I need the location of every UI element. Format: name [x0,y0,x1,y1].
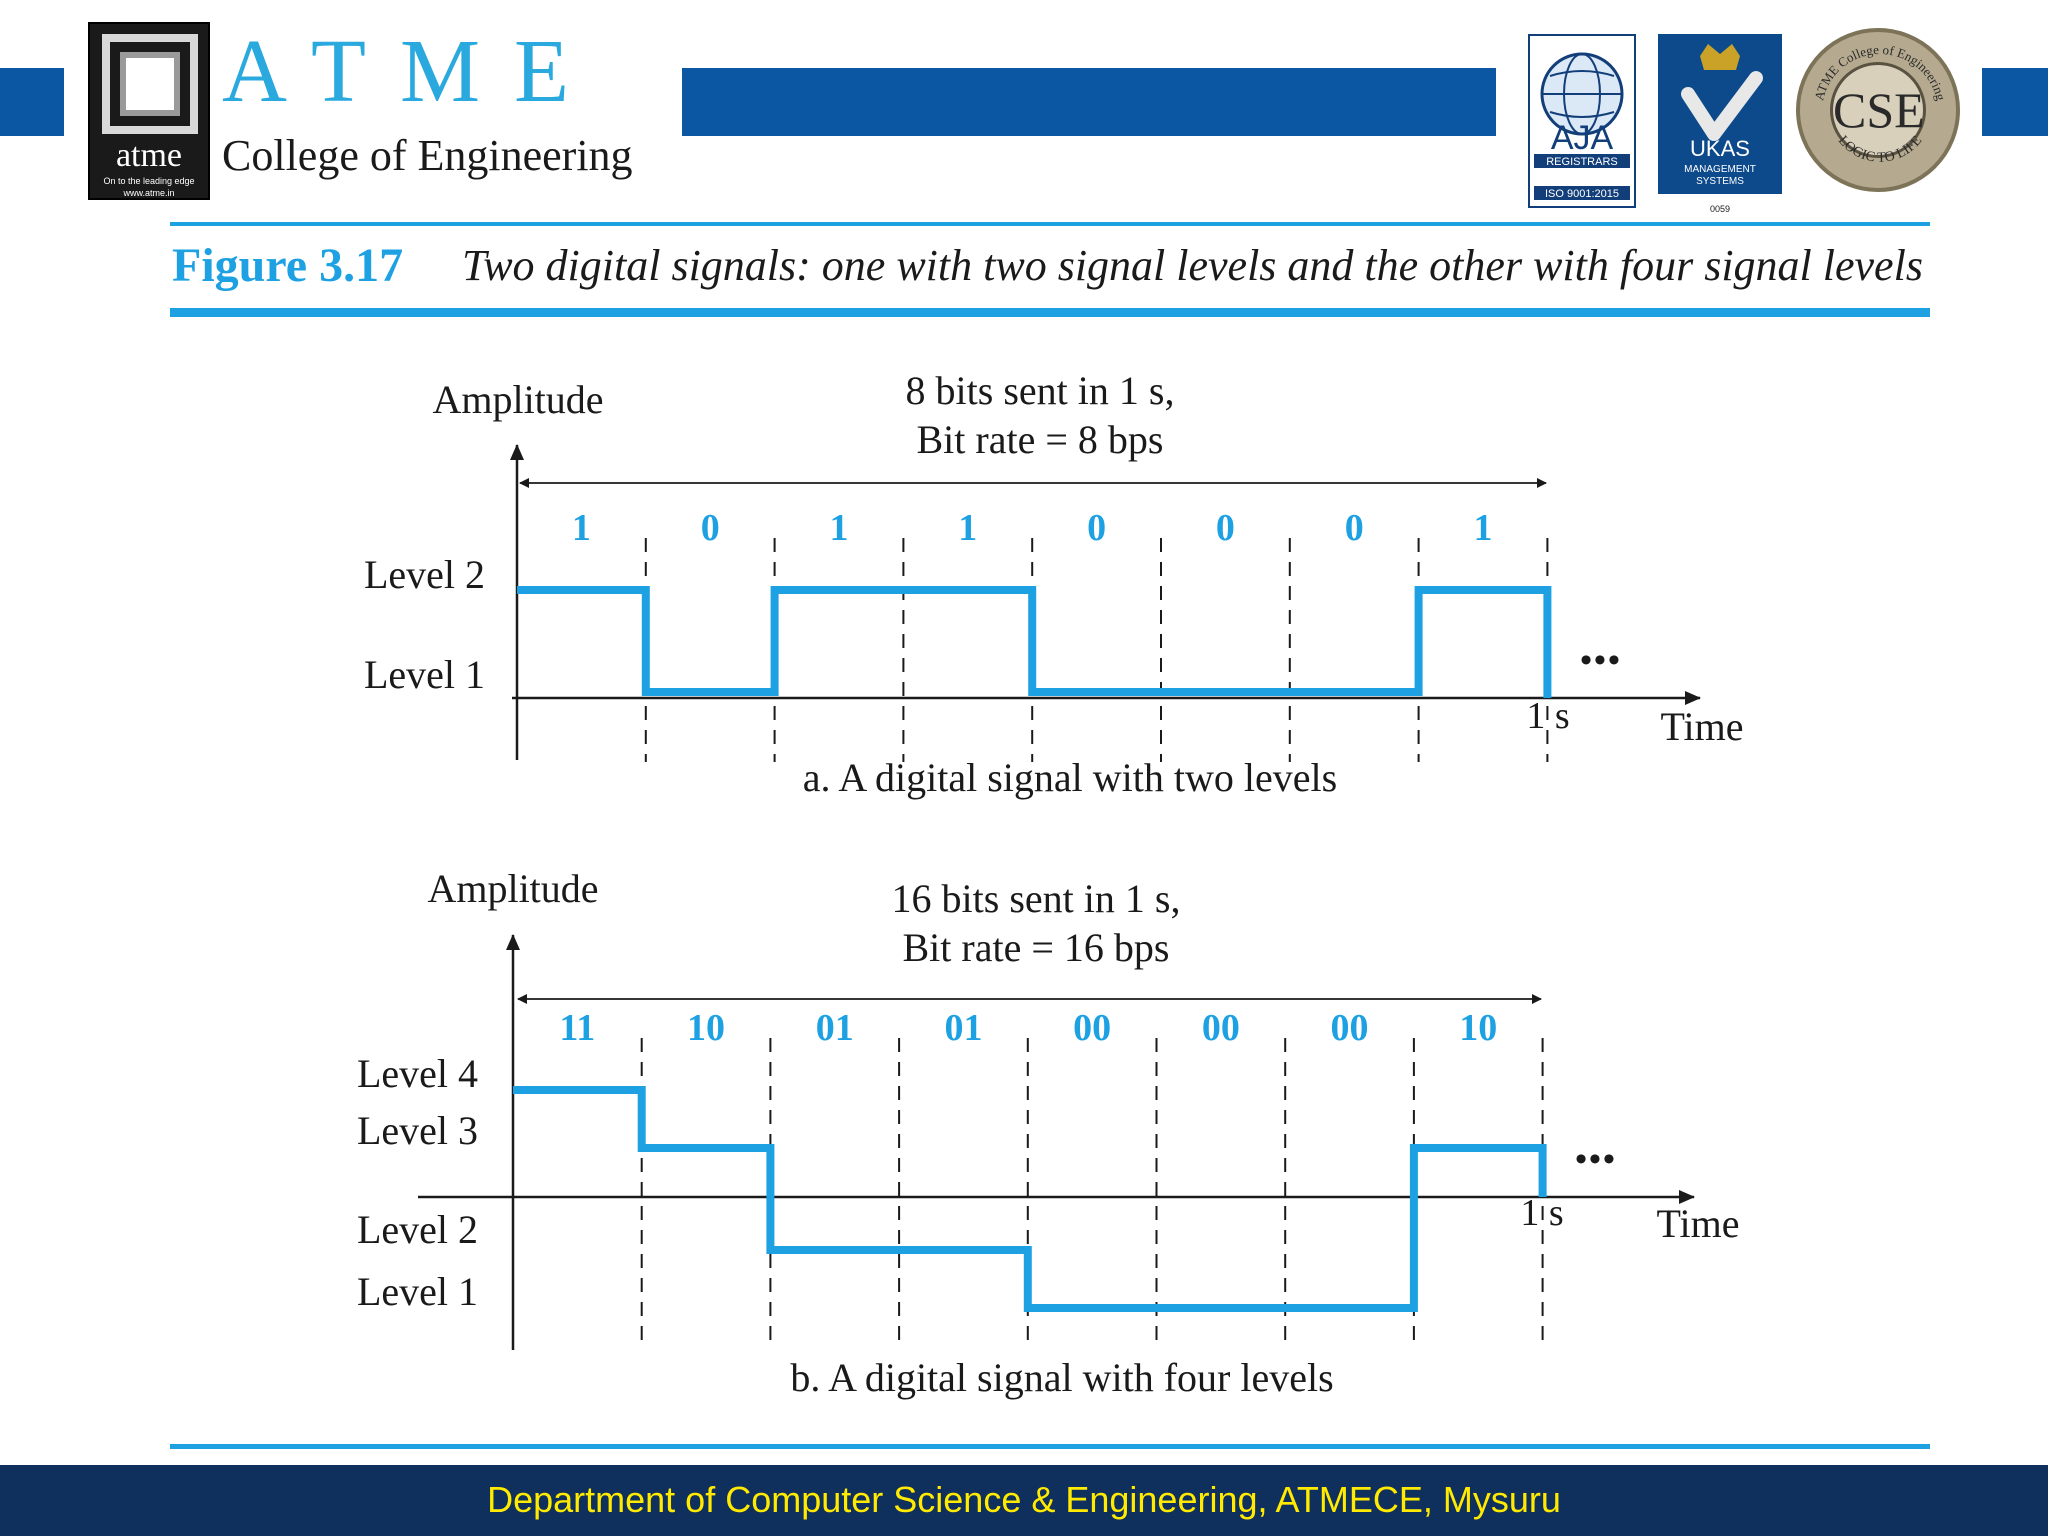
footer-text: Department of Computer Science & Engineering, ATMECE, Mysuru [487,1479,1561,1520]
level-label: Level 1 [356,1269,478,1314]
ukas-management: MANAGEMENT [1684,164,1756,175]
ukas-number: 0059 [1709,204,1731,214]
one-second-label: 1 s [1520,1192,1564,1234]
signal-waveform [517,590,1547,698]
aja-registrars: REGISTRARS [1546,156,1618,168]
bit-value-label: 0 [1344,507,1364,549]
bits-sent-label: 16 bits sent in 1 s, [891,876,1181,921]
level-label: Level 4 [356,1051,478,1096]
diagram-caption: b. A digital signal with four levels [790,1355,1334,1400]
bit-value-label: 01 [944,1007,983,1049]
bit-value-label: 00 [1073,1007,1112,1049]
bit-value-label: 10 [1459,1007,1498,1049]
bit-value-label: 1 [958,507,978,549]
level-label: Level 3 [356,1108,478,1153]
figure-caption: Two digital signals: one with two signal levels and the other with four signal levels [462,241,1923,290]
bit-value-label: 0 [1087,507,1107,549]
bit-value-label: 1 [571,507,591,549]
x-axis-label: Time [1660,704,1744,749]
level-label: Level 1 [363,652,485,697]
footer [0,1465,2048,1536]
brand-title: ATME [222,22,603,121]
one-second-label: 1 s [1526,695,1570,737]
bits-sent-label: 8 bits sent in 1 s, [905,368,1175,413]
figure-label: Figure 3.17 [172,239,404,292]
level-label: Level 2 [363,552,485,597]
cse-ring-college: ATME College of Engineering [1811,41,1949,102]
logo-tagline: On to the leading edge [103,176,195,186]
continuation-dots: ••• [1580,642,1622,679]
bit-value-label: 00 [1201,1007,1240,1049]
bit-rate-label: Bit rate = 16 bps [902,925,1170,970]
y-axis-label: Amplitude [427,866,599,911]
bit-value-label: 1 [829,507,849,549]
y-axis-label: Amplitude [432,377,604,422]
bit-rate-label: Bit rate = 8 bps [916,417,1164,462]
diagram-four-levels [357,866,1740,1400]
bit-value-label: 11 [559,1007,596,1049]
bit-value-label: 01 [815,1007,854,1049]
bit-value-label: 0 [700,507,720,549]
diagram-caption: a. A digital signal with two levels [802,755,1338,800]
bit-value-label: 00 [1330,1007,1369,1049]
bit-value-label: 1 [1473,507,1493,549]
diagram-two-levels [364,368,1744,800]
aja-iso: ISO 9001:2015 [1544,188,1620,200]
cse-ring-motto: LOGIC TO LIFE [1834,133,1926,166]
ukas-title: UKAS [1690,136,1750,161]
logo-website: www.atme.in [123,188,175,198]
cse-title: CSE [1830,62,1926,158]
continuation-dots: ••• [1575,1141,1617,1178]
brand-subtitle: College of Engineering [222,131,633,180]
logo-word: atme [115,137,183,174]
x-axis-label: Time [1656,1201,1740,1246]
bottom-rule [170,1444,1930,1449]
aja-title: AJA [1550,119,1614,157]
bit-value-label: 0 [1215,507,1235,549]
level-label: Level 2 [356,1207,478,1252]
ukas-systems: SYSTEMS [1696,176,1744,187]
bit-value-label: 10 [687,1007,726,1049]
